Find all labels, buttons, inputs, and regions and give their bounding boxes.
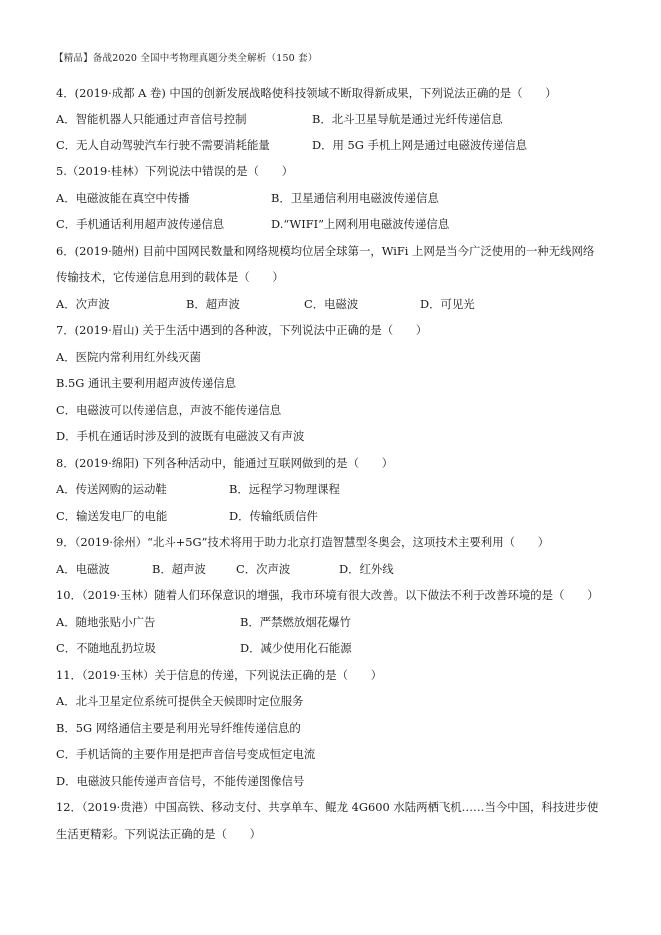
question-8-options-row-2 [56, 509, 318, 523]
question-5-option-c: C．手机通话利用超声波传递信息 [56, 217, 225, 231]
question-5-option-b: B．卫星通信利用电磁波传递信息 [271, 191, 439, 205]
question-5-option-d: D.“WIFI”上网利用电磁波传递信息 [271, 217, 450, 231]
question-11-option-c: C．手机话筒的主要作用是把声音信号变成恒定电流 [56, 747, 316, 761]
question-10-options-row-2 [56, 641, 352, 655]
question-8-options-row-1 [56, 482, 340, 496]
question-9-option-b: B．超声波 [152, 562, 206, 576]
page-header: 【精品】备战2020 全国中考物理真题分类全解析（150 套） [54, 53, 318, 64]
question-7-stem: 7．(2019·眉山) 关于生活中遇到的各种波，下列说法中正确的是（ ） [56, 323, 428, 337]
question-10-options-row-1 [56, 615, 351, 629]
question-5-options-row-2 [56, 217, 450, 231]
question-6-option-b: B．超声波 [186, 297, 240, 311]
question-8-stem: 8．(2019·绵阳) 下列各种活动中，能通过互联网做到的是（ ） [56, 456, 394, 470]
question-11-option-a: A．北斗卫星定位系统可提供全天候即时定位服务 [56, 694, 304, 708]
question-10-option-b: B．严禁燃放烟花爆竹 [240, 615, 351, 629]
question-10-option-d: D．减少使用化石能源 [240, 641, 352, 655]
question-6-stem-line-1: 6．(2019·随州) 目前中国网民数量和网络规模均位居全球第一，WiFi 上网是当今广泛使用的一种无线网络 [56, 244, 595, 258]
question-4-option-d: D．用 5G 手机上网是通过电磁波传递信息 [312, 138, 527, 152]
question-11-option-b: B．5G 网络通信主要是利用光导纤维传递信息的 [56, 721, 301, 735]
question-7-option-a: A．医院内常利用红外线灭菌 [56, 350, 201, 364]
question-4-option-c: C．无人自动驾驶汽车行驶不需要消耗能量 [56, 138, 270, 152]
question-8-option-b: B．远程学习物理课程 [229, 482, 340, 496]
question-4-stem: 4．(2019·成都 A 卷) 中国的创新发展战略使科技领域不断取得新成果，下列说法正确的是（ ） [56, 86, 557, 100]
question-5-options-row-1 [56, 191, 439, 205]
question-4-options-row-2 [56, 138, 527, 152]
question-12-stem-line-1: 12．（2019·贵港）中国高铁、移动支付、共享单车、鲲龙 4G600 水陆两栖飞机……当今中国，科技进步使 [56, 800, 599, 814]
question-7-option-d: D．手机在通话时涉及到的波既有电磁波又有声波 [56, 429, 305, 443]
question-9-option-c: C．次声波 [236, 562, 291, 576]
question-6-option-a: A．次声波 [56, 297, 110, 311]
question-8-option-c: C．输送发电厂的电能 [56, 509, 168, 523]
question-5-option-a: A．电磁波能在真空中传播 [56, 191, 190, 205]
question-7-option-b: B.5G 通讯主要利用超声波传递信息 [56, 376, 237, 390]
question-10-option-a: A．随地张贴小广告 [56, 615, 156, 629]
question-9-options [56, 562, 394, 576]
question-12-stem-line-2: 生活更精彩。下列说法正确的是（ ） [56, 827, 262, 841]
question-7-option-c: C．电磁波可以传递信息，声波不能传递信息 [56, 403, 282, 417]
question-10-stem: 10．（2019·玉林）随着人们环保意识的增强，我市环境有很大改善。以下做法不利于改善环境的是（ ） [56, 588, 599, 602]
question-11-stem: 11．（2019·玉林）关于信息的传递，下列说法正确的是（ ） [56, 668, 383, 682]
question-6-option-c: C．电磁波 [304, 297, 359, 311]
question-6-stem-line-2: 传输技术，它传递信息用到的载体是（ ） [56, 270, 284, 284]
question-9-option-a: A．电磁波 [56, 562, 110, 576]
question-4-option-b: B．北斗卫星导航是通过光纤传递信息 [312, 112, 503, 126]
question-4-options-row-1 [56, 112, 503, 126]
question-8-option-d: D．传输纸质信件 [229, 509, 318, 523]
question-6-option-d: D．可见光 [420, 297, 475, 311]
question-11-option-d: D．电磁波只能传递声音信号，不能传递图像信号 [56, 774, 305, 788]
question-9-stem: 9．（2019·徐州）“北斗+5G”技术将用于助力北京打造智慧型冬奥会，这项技术主要利用（ ） [56, 535, 550, 549]
question-5-stem: 5.（2019·桂林）下列说法中错误的是（ ） [56, 164, 294, 178]
question-8-option-a: A．传送网购的运动鞋 [56, 482, 167, 496]
question-10-option-c: C．不随地乱扔垃圾 [56, 641, 156, 655]
question-9-option-d: D．红外线 [339, 562, 394, 576]
question-6-options [56, 297, 475, 311]
question-4-option-a: A．智能机器人只能通过声音信号控制 [56, 112, 247, 126]
